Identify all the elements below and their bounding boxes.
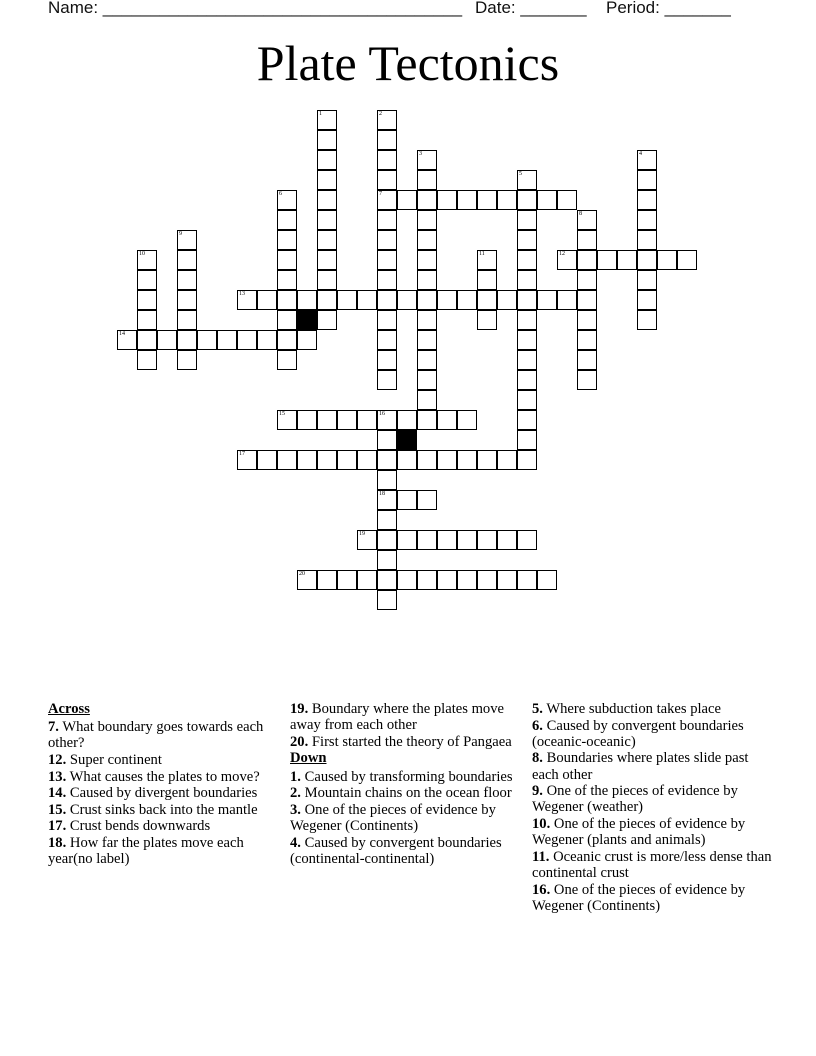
crossword-cell[interactable] — [437, 450, 457, 470]
crossword-cell[interactable] — [477, 310, 497, 330]
crossword-cell[interactable] — [517, 430, 537, 450]
crossword-cell[interactable] — [317, 250, 337, 270]
crossword-cell[interactable] — [317, 130, 337, 150]
clue-down-9 — [532, 783, 772, 815]
crossword-cell[interactable] — [417, 290, 437, 310]
clue-number: 17. — [48, 818, 67, 835]
clue-down-1 — [290, 769, 520, 785]
crossword-cell[interactable] — [317, 230, 337, 250]
crossword-cell[interactable] — [177, 350, 197, 370]
crossword-cell[interactable] — [377, 450, 397, 470]
crossword-cell[interactable] — [477, 570, 497, 590]
crossword-cell[interactable] — [637, 250, 657, 270]
cell-number: 6 — [279, 191, 282, 197]
crossword-cell[interactable] — [437, 190, 457, 210]
crossword-cell[interactable] — [497, 530, 517, 550]
crossword-cell[interactable] — [557, 290, 577, 310]
crossword-cell[interactable] — [257, 290, 277, 310]
clue-number: 8. — [532, 750, 543, 767]
crossword-cell[interactable] — [537, 190, 557, 210]
crossword-cell[interactable] — [277, 330, 297, 350]
clue-number: 15. — [48, 801, 67, 818]
crossword-cell[interactable] — [377, 550, 397, 570]
crossword-cell[interactable] — [577, 210, 597, 230]
crossword-cell[interactable] — [637, 290, 657, 310]
period-field[interactable]: Period: _______ — [606, 0, 731, 17]
crossword-cell[interactable] — [577, 290, 597, 310]
clue-column-2 — [290, 701, 520, 867]
crossword-cell[interactable] — [317, 410, 337, 430]
crossword-cell[interactable] — [177, 250, 197, 270]
crossword-cell[interactable] — [297, 410, 317, 430]
crossword-cell[interactable] — [437, 290, 457, 310]
crossword-cell[interactable] — [417, 350, 437, 370]
crossword-cell[interactable] — [317, 150, 337, 170]
crossword-cell[interactable] — [497, 190, 517, 210]
black-square — [397, 430, 417, 450]
crossword-cell[interactable] — [137, 350, 157, 370]
crossword-cell[interactable] — [417, 230, 437, 250]
cell-number: 1 — [319, 111, 322, 117]
crossword-cell[interactable] — [317, 290, 337, 310]
crossword-cell[interactable] — [137, 270, 157, 290]
crossword-cell[interactable] — [377, 290, 397, 310]
crossword-cell[interactable] — [397, 490, 417, 510]
clue-number: 4. — [290, 834, 301, 851]
clue-text: What boundary goes towards each other? — [48, 719, 264, 752]
crossword-cell[interactable] — [617, 250, 637, 270]
crossword-cell[interactable] — [457, 570, 477, 590]
crossword-cell[interactable] — [377, 510, 397, 530]
crossword-cell[interactable] — [417, 190, 437, 210]
cell-number: 5 — [519, 171, 522, 177]
crossword-cell[interactable] — [417, 370, 437, 390]
crossword-cell[interactable] — [377, 430, 397, 450]
crossword-cell[interactable] — [437, 410, 457, 430]
crossword-cell[interactable] — [277, 250, 297, 270]
crossword-cell[interactable] — [397, 410, 417, 430]
crossword-cell[interactable] — [317, 310, 337, 330]
crossword-cell[interactable] — [517, 230, 537, 250]
clue-number: 6. — [532, 717, 543, 734]
crossword-cell[interactable] — [337, 450, 357, 470]
crossword-cell[interactable] — [377, 150, 397, 170]
cell-number: 14 — [119, 331, 125, 337]
crossword-cell[interactable] — [317, 270, 337, 290]
crossword-cell[interactable] — [577, 350, 597, 370]
cell-number: 20 — [299, 571, 305, 577]
clue-down-2 — [290, 785, 520, 801]
header — [0, 0, 816, 22]
crossword-cell[interactable] — [457, 530, 477, 550]
cell-number: 2 — [379, 111, 382, 117]
clue-down-3 — [290, 802, 520, 834]
black-square — [297, 310, 317, 330]
crossword-cell[interactable] — [417, 390, 437, 410]
crossword-cell[interactable] — [157, 330, 177, 350]
cell-number: 8 — [579, 211, 582, 217]
clue-across-12 — [48, 752, 278, 768]
crossword-cell[interactable] — [377, 210, 397, 230]
crossword-cell[interactable] — [517, 410, 537, 430]
crossword-cell[interactable] — [137, 330, 157, 350]
crossword-cell[interactable] — [457, 450, 477, 470]
crossword-cell[interactable] — [177, 310, 197, 330]
crossword-cell[interactable] — [377, 490, 397, 510]
crossword-cell[interactable] — [417, 170, 437, 190]
crossword-cell[interactable] — [177, 330, 197, 350]
clue-text: Oceanic crust is more/less dense than continental crust — [532, 848, 772, 881]
crossword-cell[interactable] — [137, 310, 157, 330]
crossword-cell[interactable] — [337, 410, 357, 430]
clue-across-7 — [48, 719, 278, 751]
clue-text: First started the theory of Pangaea — [311, 733, 512, 750]
crossword-cell[interactable] — [277, 190, 297, 210]
clue-number: 12. — [48, 752, 67, 768]
crossword-cell[interactable] — [177, 230, 197, 250]
crossword-cell[interactable] — [557, 250, 577, 270]
crossword-cell[interactable] — [257, 450, 277, 470]
crossword-cell[interactable] — [417, 250, 437, 270]
crossword-cell[interactable] — [397, 290, 417, 310]
crossword-cell[interactable] — [517, 170, 537, 190]
crossword-cell[interactable] — [417, 150, 437, 170]
clue-text: One of the pieces of evidence by Wegener (weather) — [532, 783, 738, 816]
clue-text: What causes the plates to move? — [69, 768, 260, 785]
clue-number: 16. — [532, 881, 551, 898]
clue-down-16 — [532, 882, 772, 914]
crossword-cell[interactable] — [537, 570, 557, 590]
cell-number: 13 — [239, 291, 245, 297]
clue-across-13 — [48, 769, 278, 785]
crossword-cell[interactable] — [457, 410, 477, 430]
date-field[interactable]: Date: _______ — [475, 0, 587, 17]
crossword-cell[interactable] — [417, 450, 437, 470]
crossword-cell[interactable] — [377, 410, 397, 430]
crossword-cell[interactable] — [297, 290, 317, 310]
crossword-cell[interactable] — [397, 570, 417, 590]
clue-across-20 — [290, 734, 520, 750]
clue-text: Super continent — [69, 752, 162, 768]
crossword-cell[interactable] — [217, 330, 237, 350]
crossword-cell[interactable] — [297, 570, 317, 590]
crossword-cell[interactable] — [417, 210, 437, 230]
clue-down-6 — [532, 718, 772, 750]
crossword-cell[interactable] — [657, 250, 677, 270]
crossword-cell[interactable] — [417, 530, 437, 550]
crossword-cell[interactable] — [317, 190, 337, 210]
clue-number: 5. — [532, 701, 543, 717]
crossword-cell[interactable] — [357, 450, 377, 470]
crossword-cell[interactable] — [477, 450, 497, 470]
clue-number: 7. — [48, 719, 59, 736]
clue-across-18 — [48, 835, 278, 867]
crossword-cell[interactable] — [197, 330, 217, 350]
crossword-cell[interactable] — [257, 330, 277, 350]
crossword-cell[interactable] — [357, 530, 377, 550]
crossword-cell[interactable] — [537, 290, 557, 310]
crossword-cell[interactable] — [437, 530, 457, 550]
crossword-cell[interactable] — [377, 190, 397, 210]
crossword-cell[interactable] — [517, 450, 537, 470]
crossword-cell[interactable] — [637, 170, 657, 190]
cell-number: 15 — [279, 411, 285, 417]
cell-number: 10 — [139, 251, 145, 257]
clue-down-4 — [290, 835, 520, 867]
clue-text: Mountain chains on the ocean floor — [304, 785, 512, 802]
crossword-cell[interactable] — [457, 190, 477, 210]
crossword-cell[interactable] — [637, 210, 657, 230]
crossword-cell[interactable] — [237, 450, 257, 470]
crossword-cell[interactable] — [377, 230, 397, 250]
clue-across-14 — [48, 785, 278, 801]
cell-number: 17 — [239, 451, 245, 457]
crossword-cell[interactable] — [397, 190, 417, 210]
crossword-cell[interactable] — [137, 250, 157, 270]
crossword-cell[interactable] — [177, 290, 197, 310]
clue-number: 19. — [290, 701, 309, 717]
crossword-cell[interactable] — [517, 290, 537, 310]
clue-text: Boundaries where plates slide past each other — [532, 750, 749, 783]
crossword-cell[interactable] — [577, 270, 597, 290]
crossword-cell[interactable] — [637, 270, 657, 290]
cell-number: 3 — [419, 151, 422, 157]
crossword-cell[interactable] — [677, 250, 697, 270]
clue-text: Caused by convergent boundaries (oceanic-oceanic) — [532, 717, 744, 750]
crossword-cell[interactable] — [297, 450, 317, 470]
clue-number: 9. — [532, 783, 543, 800]
clue-across-17 — [48, 818, 278, 834]
cell-number: 18 — [379, 491, 385, 497]
crossword-cell[interactable] — [377, 330, 397, 350]
clue-down-11 — [532, 849, 772, 881]
clue-number: 11. — [532, 848, 550, 865]
crossword-cell[interactable] — [137, 290, 157, 310]
crossword-cell[interactable] — [437, 570, 457, 590]
clue-text: Caused by convergent boundaries (continental-continental) — [290, 834, 502, 867]
down-heading: Down — [290, 750, 327, 767]
crossword-cell[interactable] — [637, 190, 657, 210]
crossword-cell[interactable] — [377, 570, 397, 590]
cell-number: 4 — [639, 151, 642, 157]
crossword-cell[interactable] — [357, 290, 377, 310]
crossword-cell[interactable] — [377, 530, 397, 550]
crossword-cell[interactable] — [277, 270, 297, 290]
crossword-cell[interactable] — [377, 270, 397, 290]
crossword-cell[interactable] — [317, 450, 337, 470]
clue-across-15 — [48, 802, 278, 818]
crossword-cell[interactable] — [277, 210, 297, 230]
clue-text: One of the pieces of evidence by Wegener (plants and animals) — [532, 815, 746, 849]
page-title: Plate Tectonics — [256, 35, 560, 91]
crossword-cell[interactable] — [317, 170, 337, 190]
crossword-cell[interactable] — [577, 370, 597, 390]
clue-column-1 — [48, 701, 278, 868]
cell-number: 16 — [379, 411, 385, 417]
crossword-cell[interactable] — [517, 270, 537, 290]
crossword-cell[interactable] — [577, 230, 597, 250]
crossword-cell[interactable] — [377, 250, 397, 270]
crossword-cell[interactable] — [277, 230, 297, 250]
crossword-cell[interactable] — [397, 530, 417, 550]
clue-text: Boundary where the plates move away from each other — [290, 701, 504, 734]
crossword-cell[interactable] — [577, 310, 597, 330]
cell-number: 11 — [479, 251, 485, 257]
crossword-cell[interactable] — [517, 250, 537, 270]
clue-text: Crust bends downwards — [69, 818, 211, 835]
crossword-cell[interactable] — [477, 290, 497, 310]
clue-text: Crust sinks back into the mantle — [69, 801, 258, 818]
cell-number: 7 — [379, 191, 382, 197]
crossword-cell[interactable] — [477, 270, 497, 290]
crossword-cell[interactable] — [497, 450, 517, 470]
clue-text: Caused by transforming boundaries — [304, 768, 513, 785]
clue-number: 14. — [48, 785, 67, 802]
crossword-cell[interactable] — [377, 590, 397, 610]
crossword-cell[interactable] — [297, 330, 317, 350]
crossword-cell[interactable] — [377, 350, 397, 370]
crossword-cell[interactable] — [117, 330, 137, 350]
crossword-cell[interactable] — [417, 570, 437, 590]
crossword-cell[interactable] — [517, 310, 537, 330]
crossword-cell[interactable] — [477, 530, 497, 550]
clue-number: 2. — [290, 785, 301, 802]
crossword-cell[interactable] — [417, 310, 437, 330]
crossword-cell[interactable] — [277, 450, 297, 470]
crossword-cell[interactable] — [637, 150, 657, 170]
crossword-cell[interactable] — [517, 390, 537, 410]
crossword-cell[interactable] — [417, 330, 437, 350]
cell-number: 19 — [359, 531, 365, 537]
crossword-cell[interactable] — [377, 470, 397, 490]
crossword-cell[interactable] — [517, 210, 537, 230]
crossword-cell[interactable] — [237, 290, 257, 310]
crossword-cell[interactable] — [237, 330, 257, 350]
crossword-cell[interactable] — [557, 190, 577, 210]
crossword-cell[interactable] — [517, 190, 537, 210]
crossword-cell[interactable] — [517, 570, 537, 590]
clue-number: 3. — [290, 801, 301, 818]
clue-number: 13. — [48, 768, 67, 785]
crossword-cell[interactable] — [377, 110, 397, 130]
name-field[interactable]: Name: ______________________________________ — [48, 0, 463, 17]
crossword-cell[interactable] — [417, 410, 437, 430]
crossword-cell[interactable] — [277, 290, 297, 310]
crossword-cell[interactable] — [357, 570, 377, 590]
clue-text: One of the pieces of evidence by Wegener (Continents) — [532, 881, 746, 914]
crossword-cell[interactable] — [497, 290, 517, 310]
crossword-cell[interactable] — [317, 210, 337, 230]
crossword-cell[interactable] — [277, 350, 297, 370]
crossword-cell[interactable] — [417, 490, 437, 510]
crossword-cell[interactable] — [517, 350, 537, 370]
crossword-cell[interactable] — [337, 290, 357, 310]
clue-down-5 — [532, 701, 772, 717]
clue-down-8 — [532, 750, 772, 782]
crossword-cell[interactable] — [577, 330, 597, 350]
crossword-cell[interactable] — [577, 250, 597, 270]
crossword-cell[interactable] — [337, 570, 357, 590]
crossword-cell[interactable] — [637, 230, 657, 250]
crossword-cell[interactable] — [497, 570, 517, 590]
crossword-cell[interactable] — [277, 310, 297, 330]
crossword-cell[interactable] — [477, 190, 497, 210]
clue-across-19 — [290, 701, 520, 733]
clue-number: 18. — [48, 834, 67, 851]
crossword-cell[interactable] — [397, 450, 417, 470]
crossword-cell[interactable] — [377, 370, 397, 390]
clue-number: 20. — [290, 733, 309, 750]
crossword-cell[interactable] — [517, 530, 537, 550]
cell-number: 12 — [559, 251, 565, 257]
crossword-cell[interactable] — [517, 330, 537, 350]
crossword-cell[interactable] — [477, 250, 497, 270]
clue-down-10 — [532, 816, 772, 848]
crossword-cell[interactable] — [317, 570, 337, 590]
crossword-cell[interactable] — [377, 310, 397, 330]
clue-text: Where subduction takes place — [546, 701, 721, 717]
crossword-cell[interactable] — [637, 310, 657, 330]
clue-number: 10. — [532, 815, 551, 832]
crossword-cell[interactable] — [597, 250, 617, 270]
crossword-cell[interactable] — [457, 290, 477, 310]
clue-text: Caused by divergent boundaries — [69, 785, 258, 802]
across-heading: Across — [48, 701, 90, 717]
clue-text: How far the plates move each year(no label) — [48, 834, 244, 868]
crossword-cell[interactable] — [517, 370, 537, 390]
crossword-cell[interactable] — [177, 270, 197, 290]
crossword-cell[interactable] — [377, 170, 397, 190]
clue-number: 1. — [290, 768, 301, 785]
crossword-cell[interactable] — [277, 410, 297, 430]
cell-number: 9 — [179, 231, 182, 237]
clue-column-3 — [532, 701, 772, 914]
clue-text: One of the pieces of evidence by Wegener (Continents) — [290, 801, 496, 834]
crossword-cell[interactable] — [317, 110, 337, 130]
crossword-cell[interactable] — [377, 130, 397, 150]
crossword-cell[interactable] — [357, 410, 377, 430]
crossword-cell[interactable] — [417, 270, 437, 290]
